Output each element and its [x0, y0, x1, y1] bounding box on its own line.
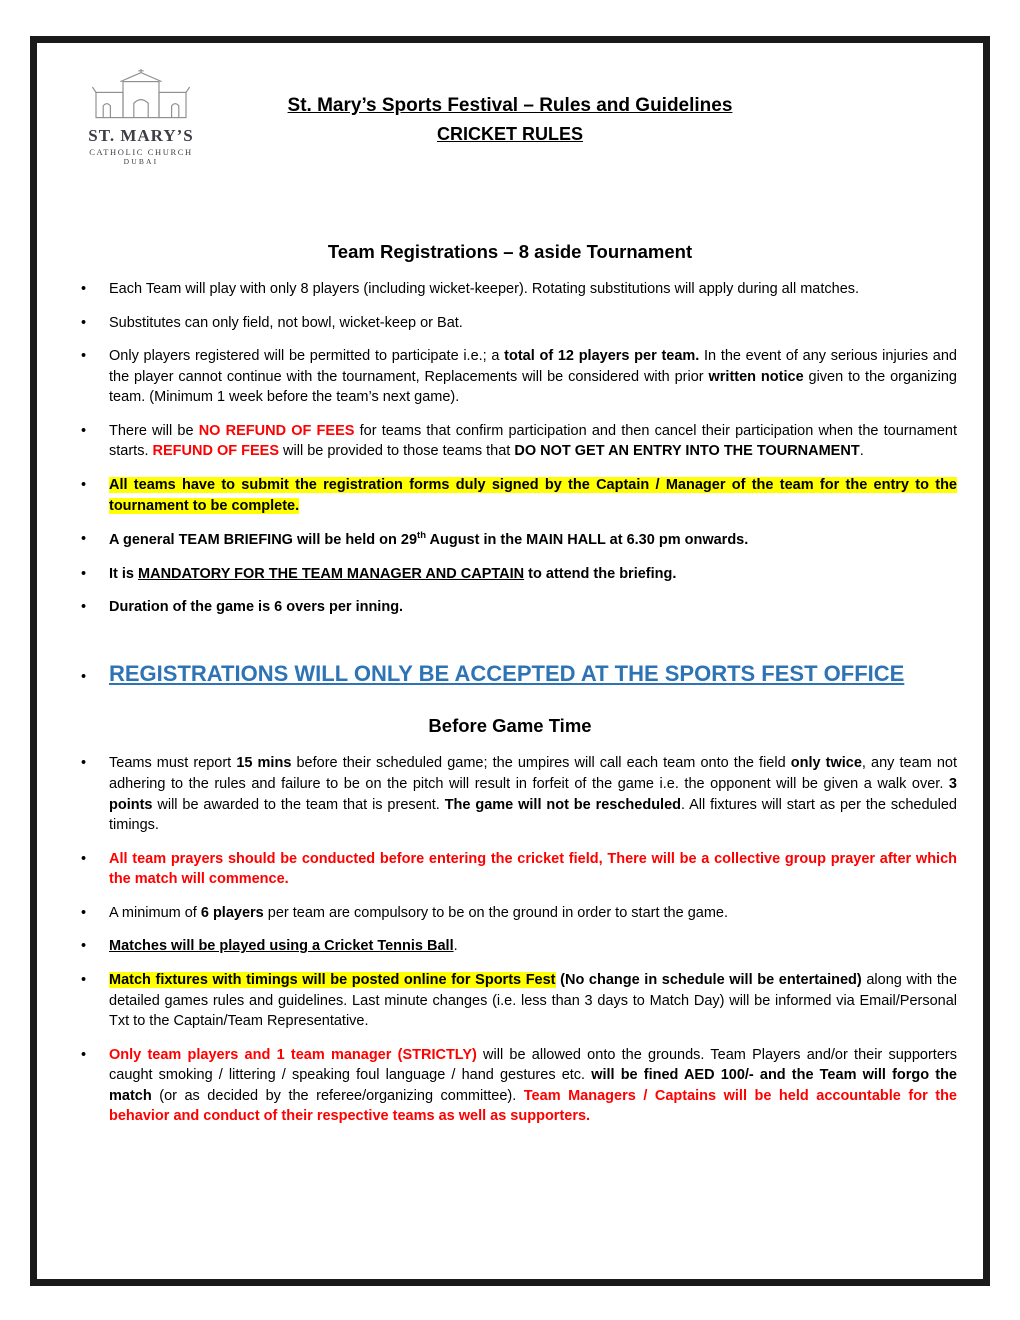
document-sections [59, 241, 961, 1127]
text-segment: (or as decided by the referee/organizing committee). [151, 1087, 524, 1104]
bullet-tennis-ball [109, 936, 957, 957]
church-icon [85, 69, 197, 123]
text-segment: Only team players and 1 team manager (STRICTLY) [109, 1046, 477, 1063]
text-segment: REFUND OF FEES [152, 443, 279, 460]
text-segment: will be awarded to the team that is present. [152, 796, 445, 813]
bullet-team-prayers [109, 849, 957, 890]
page-title: St. Mary’s Sports Festival – Rules and Guidelines [287, 95, 733, 116]
bullet-list [59, 753, 961, 1127]
text-segment: th [417, 530, 427, 542]
bullet-substitutes [109, 313, 957, 334]
text-segment: All team prayers should be conducted before entering the cricket field, There will be a collective group prayer after which the match will commence. [109, 850, 957, 888]
bullet-game-duration [109, 597, 957, 618]
page-subtitle: CRICKET RULES [436, 124, 583, 144]
bullet-registrations-office [109, 660, 957, 688]
text-segment: . [453, 938, 458, 955]
bullet-refund-policy [109, 421, 957, 462]
bullet-registered-players [109, 346, 957, 408]
text-segment: (No change in schedule will be entertained) [560, 971, 862, 988]
text-segment: MANDATORY FOR THE TEAM MANAGER AND CAPTAIN [138, 565, 525, 582]
bullet-list [59, 279, 961, 618]
bullet-report-time [109, 753, 957, 835]
text-segment: It is [109, 565, 139, 582]
bullet-team-briefing [109, 529, 957, 550]
doc-header [59, 55, 961, 213]
bullet-registration-forms [109, 475, 957, 516]
page-content [37, 43, 983, 1279]
text-segment: NO REFUND OF FEES [198, 422, 355, 439]
section-heading: Team Registrations – 8 aside Tournament [327, 241, 693, 262]
text-segment: August in the MAIN HALL at 6.30 pm onwards. [426, 532, 749, 549]
text-segment: will be fined AED 100/- and the Team will forgo the match [109, 1067, 957, 1104]
text-segment: All teams have to submit the registration forms duly signed by the Captain / Manager of the team for the entry to the tournament to be complete. [109, 477, 957, 514]
bullet-match-fixtures [109, 970, 957, 1032]
text-segment: along with the detailed games rules and guidelines. Last minute changes (i.e. less than 3 days to Match Day) will be informed via Email/Personal Txt to the Captain/Team Representative. [109, 971, 958, 1030]
text-segment: for teams that confirm participation and then cancel their participation when the tournament starts. [109, 422, 957, 460]
text-segment: REGISTRATIONS WILL ONLY BE ACCEPTED AT THE SPORTS FEST OFFICE [109, 660, 905, 686]
text-segment: There will be [109, 422, 199, 439]
text-segment: per team are compulsory to be on the ground in order to start the game. [263, 904, 729, 921]
text-segment: A minimum of [109, 904, 201, 921]
logo-name: ST. MARY’S [88, 126, 194, 145]
text-segment: to attend the briefing. [524, 565, 677, 582]
text-segment: DO NOT GET AN ENTRY INTO THE TOURNAMENT [514, 443, 860, 460]
text-segment: Duration of the game is 6 overs per inning. [109, 599, 404, 616]
text-segment: 6 players [200, 904, 264, 921]
text-segment: A general TEAM BRIEFING will be held on 29 [109, 532, 418, 549]
text-segment: will be allowed onto the grounds. Team Players and/or their supporters caught smoking / littering / speaking foul language / hand gestures etc. [109, 1046, 957, 1084]
text-segment: total of 12 players per team. [504, 348, 700, 365]
text-segment: only twice [790, 755, 862, 772]
text-segment: The game will not be rescheduled [444, 796, 681, 813]
page-frame [30, 36, 990, 1286]
text-segment: given to the organizing team. (Minimum 1 week before the team’s next game). [109, 368, 957, 406]
logo-subtitle: CATHOLIC CHURCH [89, 146, 193, 157]
text-segment: will be provided to those teams that [279, 443, 515, 460]
text-segment: 3 points [109, 775, 957, 813]
text-segment: Only players registered will be permitted to participate i.e.; a [109, 348, 505, 365]
bullet-mandatory-attendance [109, 564, 957, 585]
text-segment: Match fixtures with timings will be posted online for Sports Fest [109, 971, 556, 988]
bullet-players-allowed [109, 1045, 957, 1127]
text-segment: 15 mins [236, 755, 292, 772]
text-segment: written notice [708, 368, 804, 385]
text-segment: Matches will be played using a Cricket Tennis Ball [109, 938, 454, 955]
bullet-minimum-players [109, 903, 957, 924]
bullet-list [59, 660, 961, 688]
section-heading: Before Game Time [428, 715, 592, 737]
text-segment: Each Team will play with only 8 players (including wicket-keeper). Rotating substitutions will apply during all matches. [109, 281, 860, 297]
text-segment: , any team not adhering to the rules and failure to be on the pitch will result in forfeit of the game i.e. the opponent will be given a walk over. [109, 755, 958, 792]
text-segment: Substitutes can only field, not bowl, wicket-keep or Bat. [109, 314, 463, 331]
text-segment: . All fixtures will start as per the scheduled timings. [109, 796, 957, 834]
text-segment: Teams must report [109, 755, 237, 772]
bullet-eight-players [109, 279, 957, 300]
text-segment: before their scheduled game; the umpires will call each team onto the field [291, 755, 791, 772]
church-logo [73, 69, 209, 167]
text-segment: In the event of any serious injuries and the player cannot continue with the tournament, Replacements will be considered with prior [109, 348, 957, 385]
text-segment: Team Managers / Captains will be held accountable for the behavior and conduct of their respective teams as well as supporters. [109, 1087, 957, 1125]
text-segment: . [859, 443, 864, 460]
logo-city: DUBAI [123, 157, 159, 167]
